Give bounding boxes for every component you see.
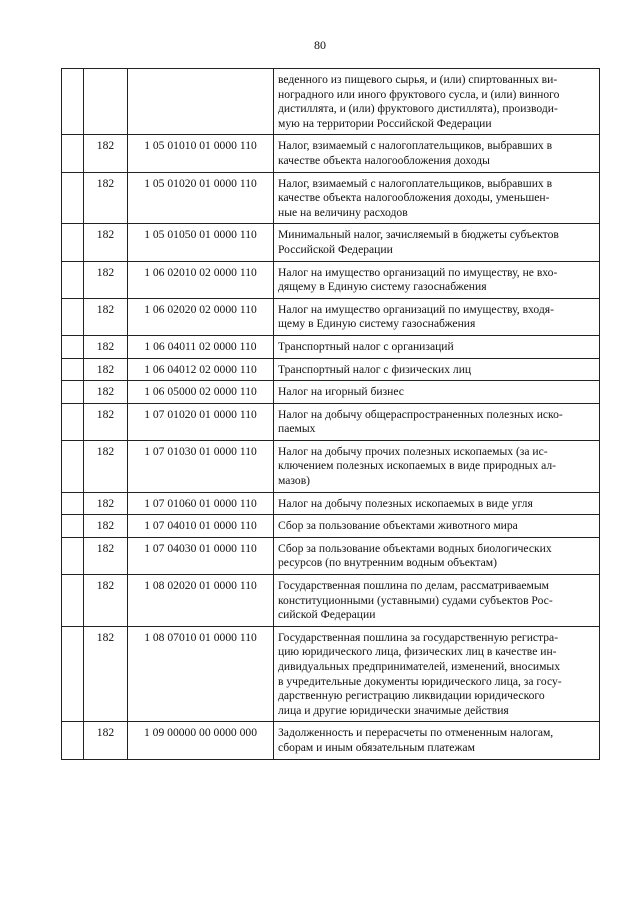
table-row [62,440,600,492]
table-row [62,381,600,404]
table-row [62,358,600,381]
administrator-code-cell: 182 [84,261,128,298]
budget-classification-code-cell: 1 07 04010 01 0000 110 [128,515,274,538]
blank-margin-cell [62,722,84,759]
revenue-name-cell [274,261,600,298]
administrator-code-cell: 182 [84,135,128,172]
administrator-code-cell: 182 [84,335,128,358]
blank-margin-cell [62,172,84,224]
administrator-code-cell: 182 [84,626,128,722]
revenue-name-cell [274,722,600,759]
table-row [62,403,600,440]
table-row [62,537,600,574]
table-row [62,575,600,627]
revenue-name-text: Государственная пошлина по делам, рассматриваемым конституционными (уставными) судами субъектов Рос- сийской Федерации [278,579,553,622]
administrator-code-cell: 182 [84,403,128,440]
table-row [62,298,600,335]
administrator-code-cell: 182 [84,722,128,759]
table-row [62,722,600,759]
budget-classification-code-cell: 1 09 00000 00 0000 000 [128,722,274,759]
revenue-name-cell [274,224,600,261]
administrator-code-cell: 182 [84,298,128,335]
administrator-code-cell: 182 [84,492,128,515]
table-row [62,69,600,135]
budget-classification-code-cell: 1 07 04030 01 0000 110 [128,537,274,574]
blank-margin-cell [62,575,84,627]
blank-margin-cell [62,69,84,135]
blank-margin-cell [62,298,84,335]
revenue-name-text: Налог на добычу общераспространенных полезных иско- паемых [278,407,563,436]
revenue-name-text: Задолженность и перерасчеты по отмененным налогам, сборам и иным обязательным платежам [278,726,554,754]
blank-margin-cell [62,515,84,538]
page-number: 80 [314,38,326,52]
revenue-name-text: Транспортный налог с физических лиц [278,362,472,376]
administrator-code-cell: 182 [84,515,128,538]
table-body [62,69,600,760]
revenue-name-text: Налог на имущество организаций по имуществу, входя- щему в Единую систему газоснабжения [278,302,554,331]
blank-margin-cell [62,440,84,492]
table-row [62,172,600,224]
table-row [62,224,600,261]
revenue-name-cell [274,381,600,404]
revenue-name-cell [274,440,600,492]
budget-classification-code-cell: 1 06 05000 02 0000 110 [128,381,274,404]
budget-classification-code-cell: 1 07 01030 01 0000 110 [128,440,274,492]
blank-margin-cell [62,358,84,381]
budget-revenue-table [61,68,600,760]
revenue-name-text: Налог, взимаемый с налогоплательщиков, выбравших в качестве объекта налогообложения доходы [278,139,553,167]
table-row [62,515,600,538]
revenue-name-text: веденного из пищевого сырья, и (или) спиртованных ви- ноградного или иного фруктового сусла, и (или) винного дистиллята, и (или) фруктового дистиллята), производи- мую на территории Российской Федерации [278,73,560,130]
blank-margin-cell [62,492,84,515]
administrator-code-cell: 182 [84,358,128,381]
administrator-code-cell: 182 [84,537,128,574]
revenue-name-cell [274,492,600,515]
blank-margin-cell [62,135,84,172]
revenue-name-text: Налог на добычу полезных ископаемых в виде угля [278,496,533,510]
budget-classification-code-cell: 1 07 01020 01 0000 110 [128,403,274,440]
blank-margin-cell [62,537,84,574]
revenue-name-text: Налог на имущество организаций по имуществу, не вхо- дящему в Единую систему газоснабжения [278,265,558,294]
table-row [62,492,600,515]
revenue-name-cell [274,515,600,538]
revenue-name-cell [274,537,600,574]
revenue-name-text: Сбор за пользование объектами животного мира [278,519,518,533]
revenue-name-cell [274,298,600,335]
revenue-name-text: Государственная пошлина за государственную регистра- цию юридического лица, физических лиц в качестве ин- дивидуальных предпринимателей, изменений, вносимых в учредительные документы юридического лица, за госу- дарственную регистрацию ликвидации юридического лица и другие юридически значимые действия [278,630,562,717]
revenue-name-cell [274,575,600,627]
blank-margin-cell [62,403,84,440]
budget-classification-code-cell: 1 06 04012 02 0000 110 [128,358,274,381]
budget-classification-code-cell: 1 07 01060 01 0000 110 [128,492,274,515]
budget-classification-code-cell: 1 05 01020 01 0000 110 [128,172,274,224]
revenue-name-text: Налог, взимаемый с налогоплательщиков, выбравших в качестве объекта налогообложения доходы, уменьшен- ные на величину расходов [278,176,553,219]
administrator-code-cell: 182 [84,224,128,261]
administrator-code-cell: 182 [84,575,128,627]
revenue-name-cell [274,172,600,224]
revenue-name-text: Транспортный налог с организаций [278,339,454,353]
revenue-name-text: Сбор за пользование объектами водных биологических ресурсов (по внутренним водным объектам) [278,541,552,570]
blank-margin-cell [62,626,84,722]
revenue-name-text: Налог на игорный бизнес [278,385,404,399]
table-row [62,135,600,172]
budget-classification-code-cell: 1 06 04011 02 0000 110 [128,335,274,358]
table-row [62,335,600,358]
budget-classification-code-cell: 1 06 02020 02 0000 110 [128,298,274,335]
table-row [62,261,600,298]
budget-classification-code-cell: 1 08 02020 01 0000 110 [128,575,274,627]
blank-margin-cell [62,335,84,358]
revenue-name-cell [274,403,600,440]
revenue-name-cell [274,335,600,358]
revenue-name-cell [274,69,600,135]
table-row [62,626,600,722]
revenue-name-cell [274,358,600,381]
budget-classification-code-cell: 1 08 07010 01 0000 110 [128,626,274,722]
blank-margin-cell [62,224,84,261]
revenue-name-text: Минимальный налог, зачисляемый в бюджеты субъектов Российской Федерации [278,228,559,256]
administrator-code-cell [84,69,128,135]
revenue-name-cell [274,135,600,172]
administrator-code-cell: 182 [84,381,128,404]
blank-margin-cell [62,381,84,404]
revenue-name-cell [274,626,600,722]
budget-classification-code-cell: 1 06 02010 02 0000 110 [128,261,274,298]
budget-classification-code-cell: 1 05 01050 01 0000 110 [128,224,274,261]
budget-classification-code-cell [128,69,274,135]
administrator-code-cell: 182 [84,172,128,224]
administrator-code-cell: 182 [84,440,128,492]
revenue-name-text: Налог на добычу прочих полезных ископаемых (за ис- ключением полезных ископаемых в виде природных ал- мазов) [278,444,557,488]
blank-margin-cell [62,261,84,298]
budget-classification-code-cell: 1 05 01010 01 0000 110 [128,135,274,172]
